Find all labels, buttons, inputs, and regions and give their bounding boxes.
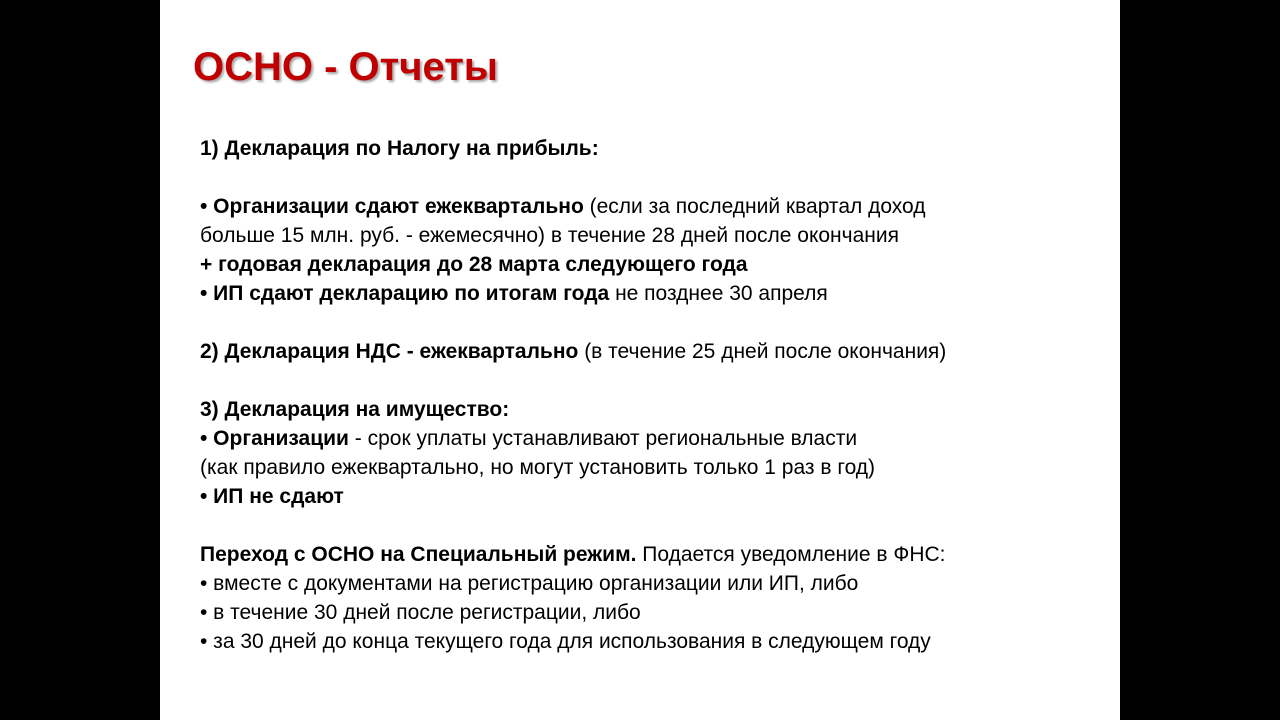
- property-org-bold: • Организации: [200, 427, 349, 450]
- transition-item: • за 30 дней до конца текущего года для использования в следующем году: [200, 630, 931, 653]
- profit-ip-line: [200, 279, 1100, 308]
- property-org-rest: - срок уплаты устанавливают региональные власти: [348, 427, 858, 450]
- profit-org-rest: (если за последний квартал доход: [583, 195, 926, 218]
- transition-rest: Подается уведомление в ФНС:: [636, 543, 946, 566]
- profit-org-bold: • Организации сдают ежеквартально: [200, 195, 584, 218]
- property-org-continuation: (как правило ежеквартально, но могут установить только 1 раз в год): [200, 456, 876, 479]
- spacer: [200, 308, 1100, 337]
- property-org-line: [200, 424, 1100, 453]
- transition-item: • вместе с документами на регистрацию организации или ИП, либо: [200, 572, 859, 595]
- profit-annual-line: + годовая декларация до 28 марта следующего года: [200, 253, 748, 276]
- property-ip-line: • ИП не сдают: [200, 485, 344, 508]
- profit-heading: 1) Декларация по Налогу на прибыль:: [200, 137, 599, 160]
- slide: [160, 0, 1120, 720]
- spacer: [200, 163, 1100, 192]
- slide-content: [200, 134, 1100, 656]
- property-heading: 3) Декларация на имущество:: [200, 398, 510, 421]
- spacer: [200, 511, 1100, 540]
- profit-org-line: [200, 192, 1100, 221]
- profit-ip-rest: не позднее 30 апреля: [609, 282, 828, 305]
- vat-bold: 2) Декларация НДС - ежеквартально: [200, 340, 579, 363]
- spacer: [200, 366, 1100, 395]
- vat-rest: (в течение 25 дней после окончания): [578, 340, 947, 363]
- transition-item: • в течение 30 дней после регистрации, либо: [200, 601, 641, 624]
- profit-ip-bold: • ИП сдают декларацию по итогам года: [200, 282, 610, 305]
- slide-title: ОСНО - Отчеты: [193, 45, 498, 89]
- profit-org-continuation: больше 15 млн. руб. - ежемесячно) в течение 28 дней после окончания: [200, 224, 899, 247]
- vat-line: [200, 337, 1100, 366]
- transition-line: [200, 540, 1100, 569]
- transition-bold: Переход с ОСНО на Специальный режим.: [200, 543, 637, 566]
